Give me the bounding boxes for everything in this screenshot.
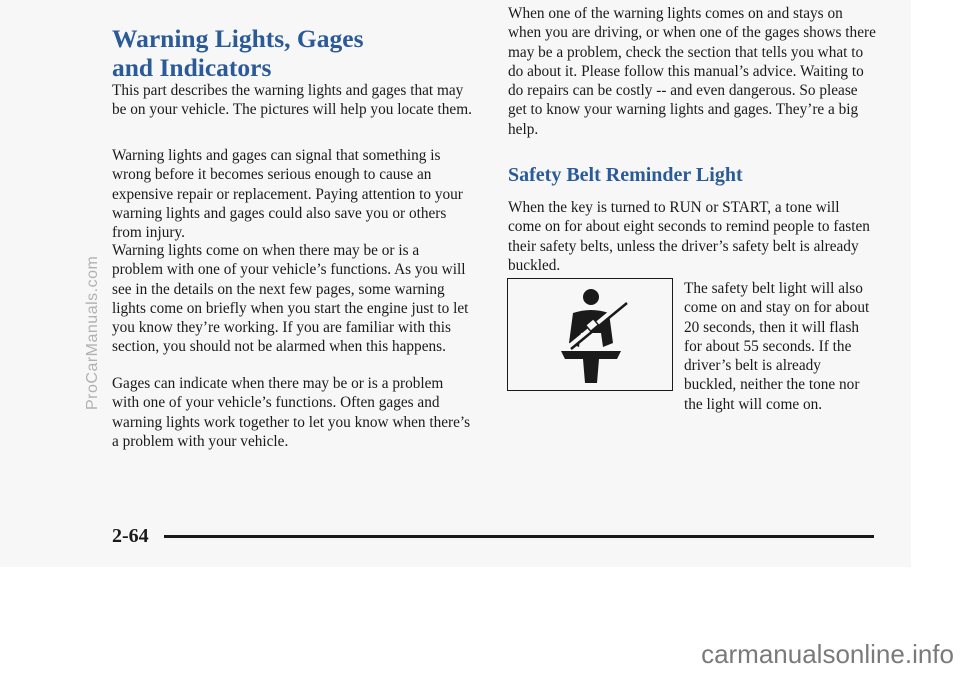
title-line-1: Warning Lights, Gages <box>112 24 364 53</box>
paragraph-safety-belt-tone: When the key is turned to RUN or START, a tone will come on for about eight seconds to remind people to fasten their safety belts, unless the driver’s safety belt is already buckled. <box>508 199 870 274</box>
seatbelt-icon-box <box>507 278 673 391</box>
paragraph-safety-belt-light: The safety belt light will also come on and stay on for about 20 seconds, then it will flash for about 55 seconds. If the driver’s belt is already buckled, neither the tone nor the light will come on. <box>684 280 870 413</box>
bottom-watermark: carmanualsonline.info <box>701 639 954 669</box>
title-line-2: and Indicators <box>112 53 272 82</box>
seatbelt-icon <box>543 287 639 383</box>
paragraph-signal: Warning lights and gages can signal that something is wrong before it becomes serious enough to cause an expensive repair or replacement. Paying attention to your warning lights and gages could also save you or others from injury. <box>112 147 463 242</box>
side-watermark: ProCarManuals.com <box>84 255 101 410</box>
paragraph-warning-lights: Warning lights come on when there may be or is a problem with one of your vehicle’s functions. As you will see in the details on the next few pages, some warning lights come on briefly when you start the engine just to let you know they’re working. If you are familiar with this section, you should not be alarmed when this happens. <box>112 242 469 356</box>
footer-rule <box>164 535 874 538</box>
paragraph-intro: This part describes the warning lights and gages that may be on your vehicle. The pictures will help you locate them. <box>112 82 472 119</box>
safety-belt-heading: Safety Belt Reminder Light <box>508 164 743 186</box>
page-number: 2-64 <box>112 525 149 547</box>
page-title <box>112 24 472 82</box>
paragraph-advice: When one of the warning lights comes on and stays on when you are driving, or when one of the gages shows there may be a problem, check the section that tells you what to do about it. Please follow this manual’s advice. Waiting to do repairs can be costly -- and even dangerous. So please get to know your warning lights and gages. They’re a big help. <box>508 5 876 138</box>
section-title <box>112 24 472 82</box>
page-footer <box>112 523 874 553</box>
paragraph-gages: Gages can indicate when there may be or is a problem with one of your vehicle’s functions. Often gages and warning lights work together to let you know when there’s a problem with your vehicle. <box>112 375 471 450</box>
